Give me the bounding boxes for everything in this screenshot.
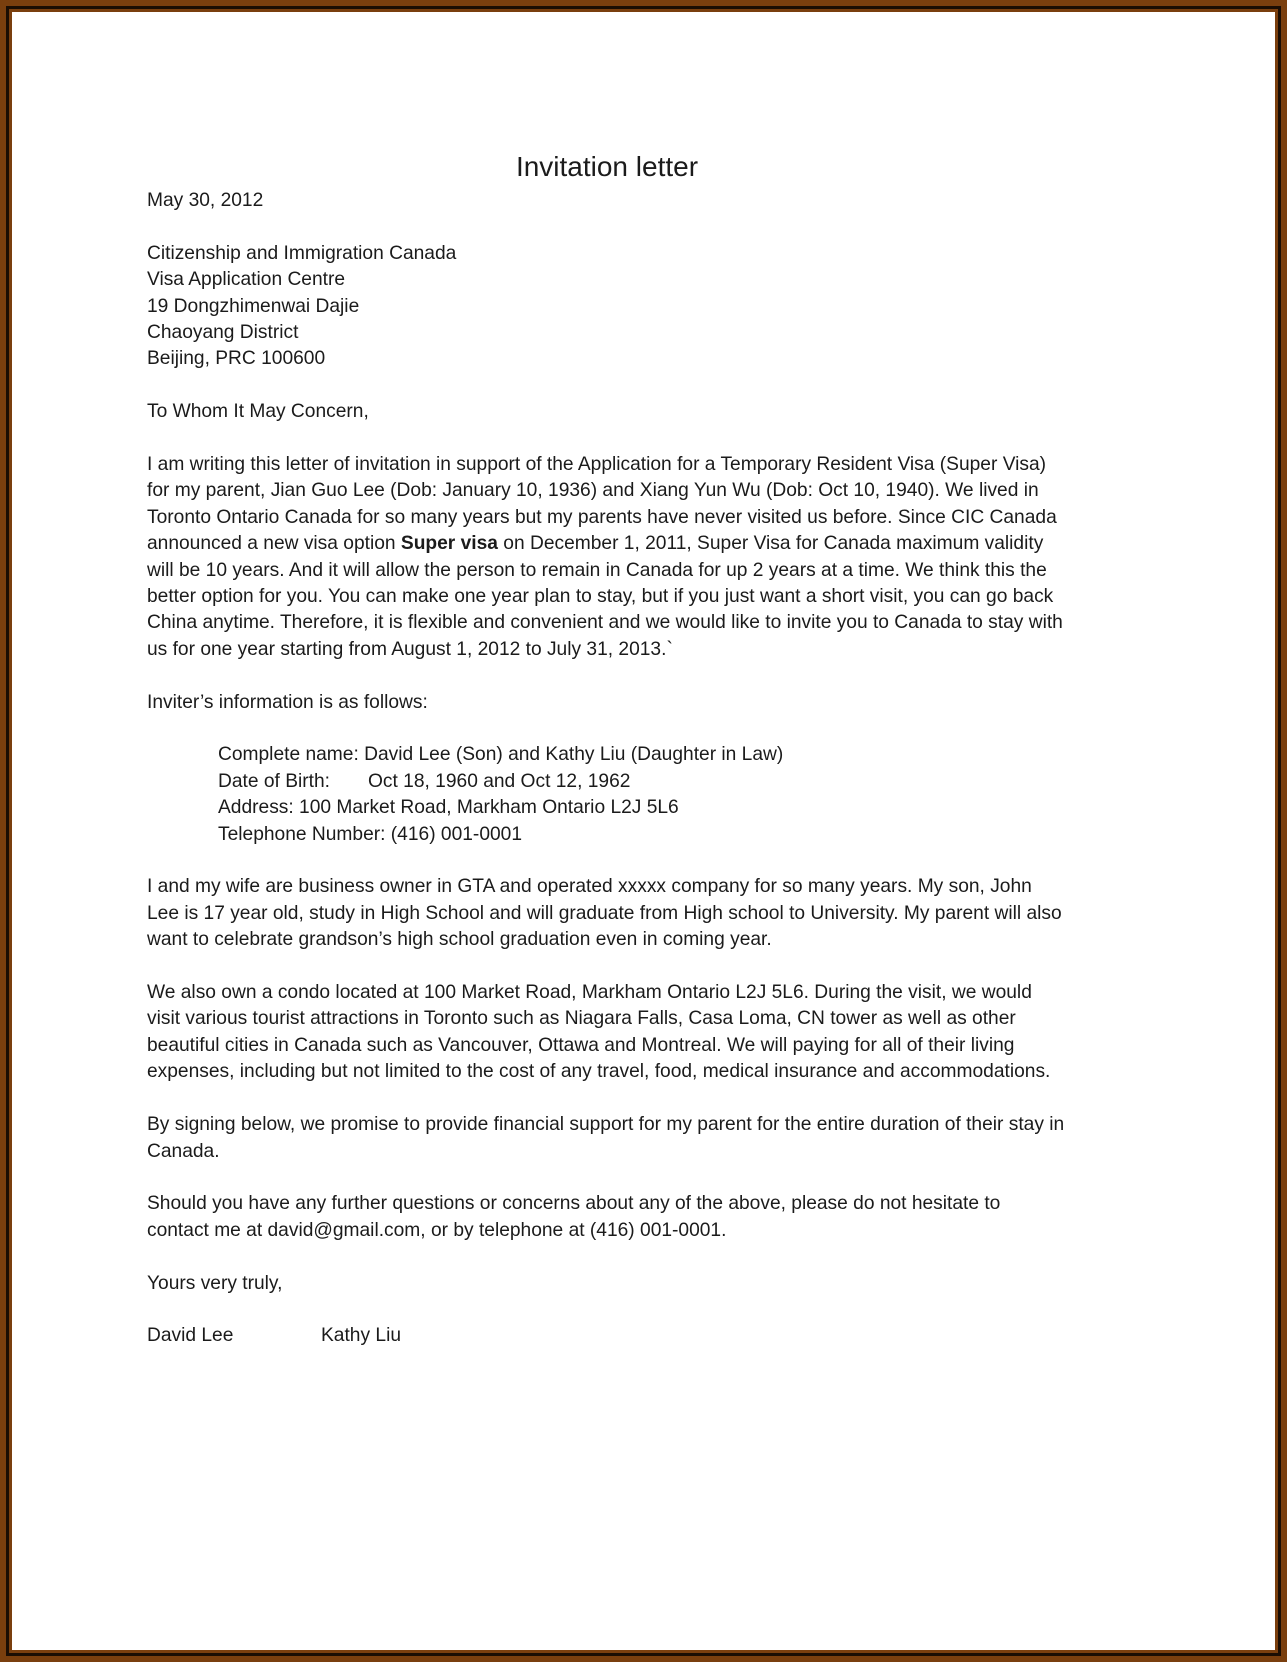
signature-kathy-liu: Kathy Liu — [321, 1325, 402, 1347]
paragraph-contact: Should you have any further questions or concerns about any of the above, please do not hesitate to contact me at david@gmail.com, or by telephone at (416) 001-0001. — [147, 1193, 1001, 1241]
inviter-intro: Inviter’s information is as follows: — [147, 691, 428, 713]
letter-date: May 30, 2012 — [147, 190, 264, 211]
inviter-address: Address: 100 Market Road, Markham Ontario L2J 5L6 — [218, 797, 679, 819]
recipient-address-line: Beijing, PRC 100600 — [147, 348, 326, 370]
inviter-info-block — [147, 742, 1067, 848]
closing: Yours very truly, — [147, 1272, 283, 1294]
paragraph-intro-text-b: on December 1, 2011, Super Visa for Canada maximum validity will be 10 years. And it will allow the person to remain in Canada for up 2 years at a time. We think this the better option for you. You can make one year plan to stay, but if you just want a short visit, you can go back China anytime. Therefore, it is flexible and convenient and we would like to invite you to Canada to stay with us for one year starting from August 1, 2012 to July 31, 2013.` — [147, 533, 1063, 660]
spacer — [147, 848, 1067, 874]
spacer — [147, 1165, 1067, 1191]
spacer — [147, 716, 1067, 742]
inviter-dob — [218, 769, 1067, 795]
inviter-dob-value: Oct 18, 1960 and Oct 12, 1962 — [368, 770, 631, 792]
recipient-address-line: 19 Dongzhimenwai Dajie — [147, 295, 360, 317]
spacer — [147, 954, 1067, 980]
inviter-complete-name: Complete name: David Lee (Son) and Kathy Liu (Daughter in Law) — [218, 744, 784, 766]
recipient-address-line: Citizenship and Immigration Canada — [147, 242, 457, 264]
recipient-address-line: Visa Application Centre — [147, 269, 346, 291]
letter-title: Invitation letter — [515, 151, 699, 182]
inviter-dob-label: Date of Birth: — [218, 770, 330, 792]
paragraph-financial-support: By signing below, we promise to provide financial support for my parent for the entire duration of their stay in Canada. — [147, 1114, 1065, 1162]
super-visa-bold: Super visa — [400, 533, 498, 555]
spacer — [147, 426, 1067, 452]
paragraph-business: I and my wife are business owner in GTA and operated xxxxx company for so many years. My son, John Lee is 17 year old, study in High School and will graduate from High school to University. My parent will also want to celebrate grandson’s high school graduation even in coming year. — [147, 876, 1062, 951]
spacer — [147, 373, 1067, 399]
letter-body — [147, 150, 1067, 1350]
paragraph-intro — [147, 452, 1067, 663]
recipient-address-line: Chaoyang District — [147, 322, 299, 344]
paragraph-condo: We also own a condo located at 100 Market Road, Markham Ontario L2J 5L6. During the visit, we would visit various tourist attractions in Toronto such as Niagara Falls, Casa Loma, CN tower as well as other beautiful cities in Canada such as Vancouver, Ottawa and Montreal. We will paying for all of their living expenses, including but not limited to the cost of any travel, food, medical insurance and accommodations. — [147, 982, 1051, 1083]
spacer — [147, 1297, 1067, 1323]
spacer — [147, 214, 1067, 240]
signature-david-lee: David Lee — [147, 1325, 234, 1347]
spacer — [147, 1244, 1067, 1270]
letter-page — [12, 12, 1275, 1650]
inviter-telephone: Telephone Number: (416) 001-0001 — [218, 823, 523, 845]
spacer — [147, 1086, 1067, 1112]
signature-row — [147, 1323, 1067, 1349]
spacer — [147, 663, 1067, 689]
recipient-address — [147, 241, 1067, 373]
paragraph-intro-text-a: I am writing this letter of invitation in support of the Application for a Temporary Resident Visa (Super Visa) for my parent, Jian Guo Lee (Dob: January 10, 1936) and Xiang Yun Wu (Dob: Oct 10, 1940). We lived in Toronto Ontario Canada for so many years but my parents have never visited us before. Since CIC Canada announced a new visa option — [147, 454, 1057, 555]
salutation: To Whom It May Concern, — [147, 401, 369, 423]
